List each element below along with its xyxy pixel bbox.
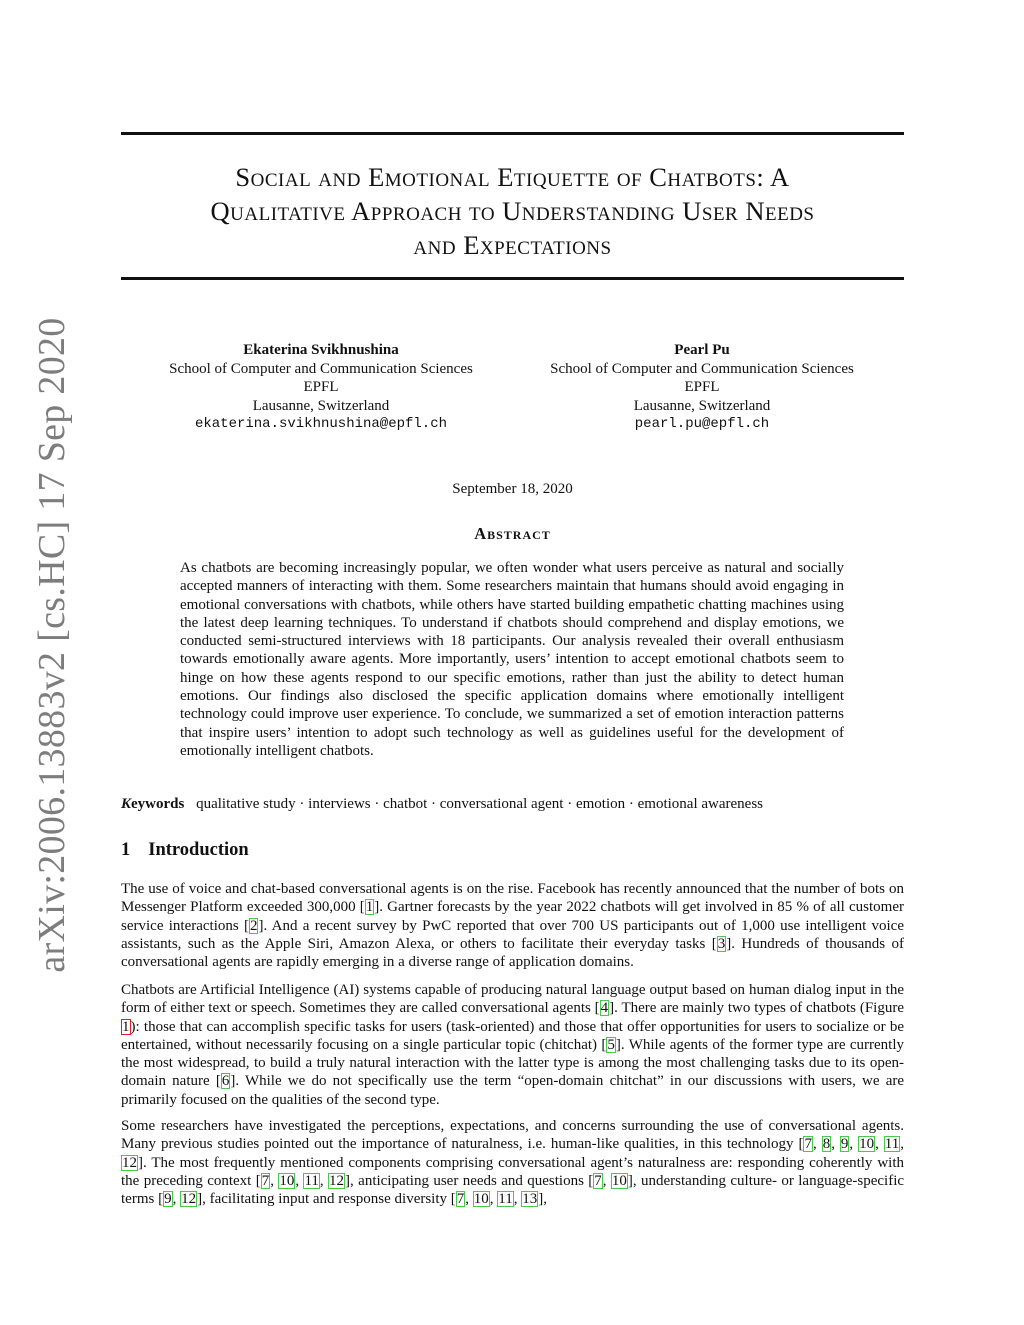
- citation-link[interactable]: 8: [822, 1136, 831, 1153]
- abstract-text: As chatbots are becoming increasingly popular, we often wonder what users perceive as natural and socially accepted manners of interacting with them. Some researchers maintain that humans should avoid engaging in emotional conversations with chatbots, while others have started building empathetic chatting machines using the latest deep learning techniques. To understand if chatbots should comprehend and display emotions, we conducted semi-structured interviews with 18 participants. Our analysis revealed their overall enthusiasm towards emotionally aware agents. More importantly, users’ intention to accept emotional chatbots seem to hinge on how these agents respond to our specific emotions, rather than just the ability to detect human emotions. Our findings also disclosed the specific application domains where emotionally intelligent technology could improve user experience. To conclude, we summarized a set of emotion interaction patterns that inspire users’ intention to adopt such technology as well as guidelines useful for the development of emotionally intelligent chatbots.: [180, 560, 844, 759]
- citation-link[interactable]: 12: [181, 1191, 197, 1208]
- title-line: Social and Emotional Etiquette of Chatbots: A: [235, 162, 790, 192]
- intro-paragraph-3: [121, 1117, 904, 1208]
- section-title: Introduction: [148, 840, 249, 860]
- author-email[interactable]: ekaterina.svikhnushina@epfl.ch: [194, 416, 448, 432]
- section-number: 1: [121, 840, 131, 860]
- keywords-list: qualitative study · interviews · chatbot · conversational agent · emotion · emotional awareness: [196, 796, 763, 812]
- keywords-label: [121, 796, 184, 812]
- citation-link[interactable]: 2: [249, 917, 258, 934]
- citation-link[interactable]: 10: [279, 1172, 295, 1189]
- section-heading: [121, 840, 249, 861]
- author-institution: EPFL: [684, 379, 720, 395]
- paragraph-text: Chatbots are Artificial Intelligence (AI) systems capable of producing natural language output based on human dialog input in the form of either text or speech. Sometimes they are called conversational agents [4]. There are mainly two types of chatbots (Figure 1): those that can accomplish specific tasks for users (task-oriented) and those that offer opportunities for users to socialize or be entertained, without necessarily focusing on a single particular topic (chitchat) [5]. While agents of the former type are currently the most widespread, to build a truly natural interaction with the latter type is among the most challenging tasks due to its open-domain nature [6]. While we do not specifically use the term “open-domain chitchat” in our discussions with users, we are primarily focused on the qualities of the second type.: [121, 982, 905, 1108]
- citation-link[interactable]: 1: [365, 899, 374, 916]
- citation-link[interactable]: 3: [717, 935, 726, 952]
- citation-link[interactable]: 9: [164, 1191, 172, 1208]
- arxiv-identifier: arXiv:2006.13883v2 [cs.HC] 17 Sep 2020: [31, 317, 73, 973]
- author-location: Lausanne, Switzerland: [633, 397, 771, 414]
- intro-paragraph-1: [121, 880, 904, 971]
- publication-date: September 18, 2020: [452, 481, 573, 497]
- paragraph-text: Some researchers have investigated the perceptions, expectations, and concerns surrounding the use of conversational agents. Many previous studies pointed out the importance of naturalness, i.e. human-like qualities, in this technology [7, 8, 9, 10, 11, 12]. The most frequently mentioned components comprising conversational agent’s naturalness are: responding coherently with the preceding context [7, 10, 11, 12], anticipating user needs and questions [7, 10], understanding culture- or language-specific terms [9, 12], facilitating input and response diversity [7, 10, 11, 13],: [121, 1118, 905, 1208]
- keywords-label-rest: eywords: [131, 796, 185, 812]
- citation-link[interactable]: 11: [884, 1136, 900, 1153]
- keywords-label-initial: K: [121, 796, 132, 812]
- citation-link[interactable]: 7: [456, 1191, 465, 1208]
- keywords-line: [121, 796, 904, 813]
- citation-link[interactable]: 7: [261, 1172, 270, 1189]
- citation-link[interactable]: 7: [594, 1172, 602, 1189]
- citation-link[interactable]: 7: [804, 1136, 812, 1153]
- citation-link[interactable]: 11: [498, 1191, 513, 1208]
- author-affiliation: School of Computer and Communication Sciences: [169, 360, 473, 377]
- intro-paragraph-2: [121, 981, 904, 1109]
- citation-link[interactable]: 10: [473, 1191, 489, 1208]
- figure-reference-link[interactable]: 1: [122, 1018, 130, 1035]
- title-line: and Expectations: [413, 230, 612, 260]
- author-institution: EPFL: [303, 379, 339, 395]
- title-rule-bottom: [121, 277, 904, 280]
- title-line: Qualitative Approach to Understanding User Needs: [210, 196, 815, 226]
- citation-link[interactable]: 11: [304, 1172, 319, 1189]
- author-name: Pearl Pu: [674, 342, 730, 358]
- citation-link[interactable]: 12: [329, 1172, 345, 1189]
- author-block-2: [512, 341, 892, 434]
- author-block-1: [131, 341, 511, 434]
- abstract-heading: Abstract: [474, 524, 551, 543]
- paper-title: [121, 160, 904, 262]
- citation-link[interactable]: 4: [600, 1000, 609, 1017]
- citation-link[interactable]: 13: [522, 1191, 538, 1208]
- citation-link[interactable]: 6: [221, 1073, 230, 1090]
- author-email[interactable]: pearl.pu@epfl.ch: [634, 416, 770, 432]
- citation-link[interactable]: 10: [611, 1172, 627, 1189]
- paragraph-text: The use of voice and chat-based conversational agents is on the rise. Facebook has recently announced that the number of bots on Messenger Platform exceeded 300,000 [1]. Gartner forecasts by the year 2022 chatbots will get involved in 85 % of all customer service interactions [2]. And a recent survey by PwC reported that over 700 US participants out of 1,000 use intelligent voice assistants, such as the Apple Siri, Amazon Alexa, or others to facilitate their everyday tasks [3]. Hundreds of thousands of conversational agents are rapidly emerging in a diverse range of application domains.: [121, 881, 904, 971]
- author-name: Ekaterina Svikhnushina: [243, 342, 399, 358]
- citation-link[interactable]: 5: [607, 1036, 615, 1053]
- author-affiliation: School of Computer and Communication Sciences: [550, 360, 854, 377]
- author-location: Lausanne, Switzerland: [252, 397, 390, 414]
- citation-link[interactable]: 9: [840, 1136, 849, 1153]
- title-rule-top: [121, 132, 904, 135]
- citation-link[interactable]: 10: [859, 1136, 875, 1153]
- citation-link[interactable]: 12: [122, 1154, 137, 1171]
